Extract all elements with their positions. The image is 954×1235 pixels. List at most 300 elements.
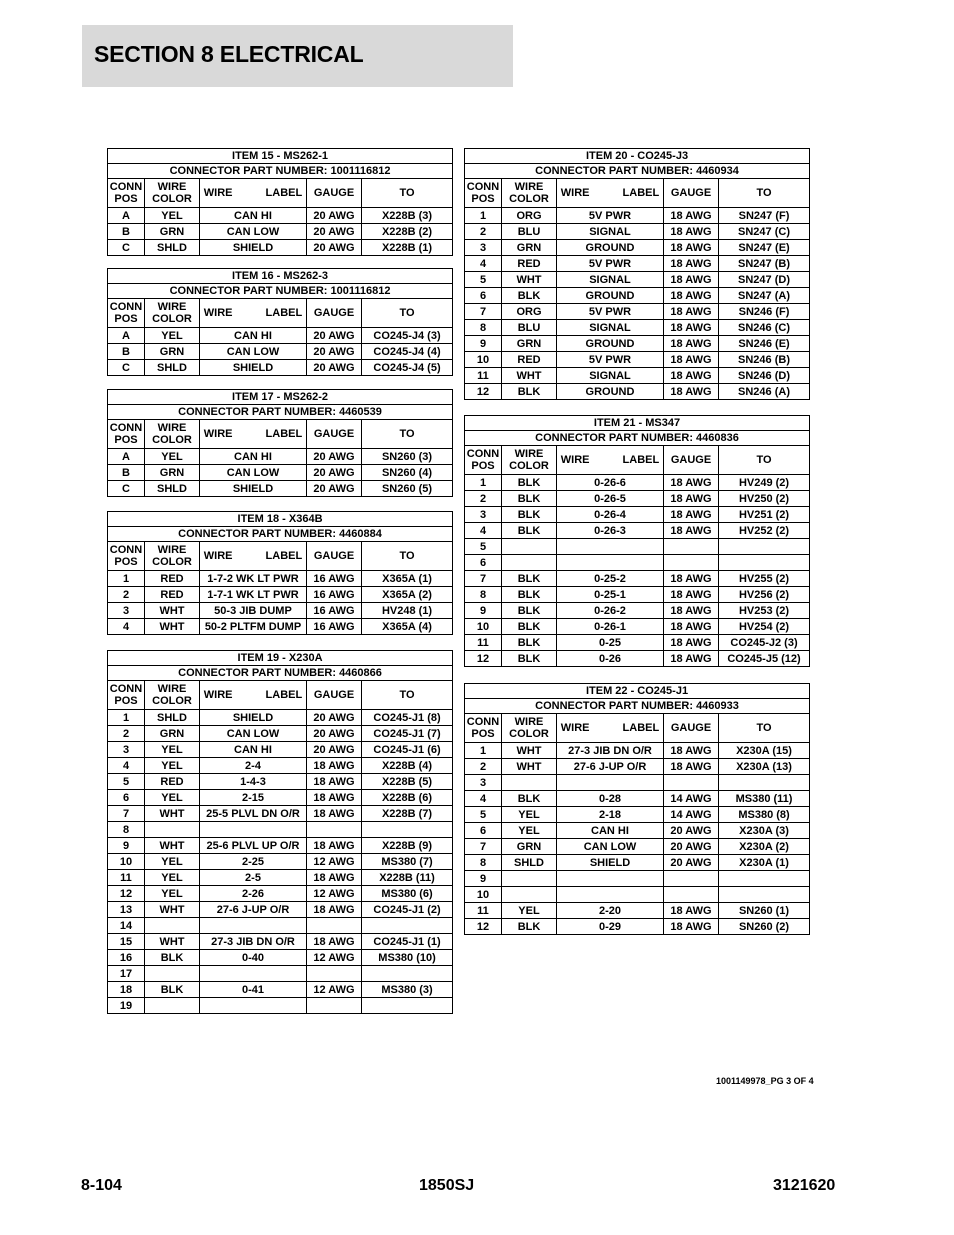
cell-wire-label: 0-25 (557, 635, 664, 651)
table-row (108, 619, 453, 635)
cell-wire-label: CAN LOW (200, 224, 307, 240)
cell-gauge: 12 AWG (307, 886, 362, 902)
cell-conn-pos: 18 (108, 982, 145, 998)
cell-conn-pos: 1 (108, 571, 145, 587)
column-header-wire-label: WIRE LABEL (557, 179, 664, 208)
cell-wire-color: GRN (502, 240, 557, 256)
cell-wire-color: YEL (145, 870, 200, 886)
cell-wire-label: 2-25 (200, 854, 307, 870)
cell-wire-color: BLK (502, 523, 557, 539)
table-row (108, 481, 453, 497)
cell-wire-color: BLK (502, 651, 557, 667)
cell-to: X230A (2) (719, 839, 810, 855)
table-row (108, 934, 453, 950)
column-header-to: TO (719, 446, 810, 475)
cell-gauge: 20 AWG (307, 224, 362, 240)
column-header-gauge: GAUGE (307, 299, 362, 328)
cell-conn-pos: C (108, 481, 145, 497)
table-row (108, 224, 453, 240)
column-header-wire-label: WIRE LABEL (200, 681, 307, 710)
cell-to (362, 998, 453, 1014)
table-row (108, 966, 453, 982)
cell-wire-color: YEL (145, 328, 200, 344)
cell-conn-pos: 11 (465, 903, 502, 919)
cell-conn-pos: 5 (465, 807, 502, 823)
cell-to (719, 887, 810, 903)
cell-gauge: 14 AWG (664, 807, 719, 823)
cell-wire-color (145, 998, 200, 1014)
cell-wire-color: GRN (145, 726, 200, 742)
table-row (108, 918, 453, 934)
cell-wire-color: RED (145, 774, 200, 790)
table-row (108, 854, 453, 870)
cell-wire-label: 1-4-3 (200, 774, 307, 790)
cell-gauge: 20 AWG (307, 328, 362, 344)
cell-wire-label (200, 822, 307, 838)
cell-to: CO245-J5 (12) (719, 651, 810, 667)
table-row (465, 336, 810, 352)
cell-to: X365A (4) (362, 619, 453, 635)
cell-to: X230A (3) (719, 823, 810, 839)
cell-conn-pos: 12 (465, 384, 502, 400)
cell-wire-label: 25-5 PLVL DN O/R (200, 806, 307, 822)
cell-conn-pos: A (108, 449, 145, 465)
column-header-gauge: GAUGE (307, 420, 362, 449)
cell-wire-color: ORG (502, 208, 557, 224)
column-header-row (108, 542, 453, 571)
cell-conn-pos: 3 (108, 603, 145, 619)
table-row (108, 870, 453, 886)
table-row (465, 887, 810, 903)
cell-wire-label: 2-15 (200, 790, 307, 806)
cell-to: HV251 (2) (719, 507, 810, 523)
connector-table (107, 389, 453, 497)
cell-wire-color: SHLD (145, 481, 200, 497)
cell-gauge (307, 918, 362, 934)
cell-wire-label: GROUND (557, 336, 664, 352)
cell-wire-label: 2-26 (200, 886, 307, 902)
cell-wire-label: 27-6 J-UP O/R (200, 902, 307, 918)
cell-wire-label: 5V PWR (557, 256, 664, 272)
cell-to: SN247 (C) (719, 224, 810, 240)
cell-to: SN247 (F) (719, 208, 810, 224)
table-row (465, 304, 810, 320)
column-header-conn-pos: CONN POS (465, 179, 502, 208)
cell-wire-color: SHLD (145, 710, 200, 726)
cell-to: HV250 (2) (719, 491, 810, 507)
cell-to: CO245-J1 (7) (362, 726, 453, 742)
cell-wire-label: SHIELD (200, 710, 307, 726)
connector-part-number: CONNECTOR PART NUMBER: 4460836 (465, 431, 810, 446)
cell-gauge: 12 AWG (307, 854, 362, 870)
cell-gauge: 16 AWG (307, 603, 362, 619)
column-header-conn-pos: CONN POS (108, 681, 145, 710)
cell-wire-color (502, 871, 557, 887)
cell-wire-color: YEL (145, 449, 200, 465)
footer-model: 1850SJ (419, 1177, 475, 1194)
cell-conn-pos: 1 (465, 743, 502, 759)
cell-conn-pos: A (108, 328, 145, 344)
table-row (108, 208, 453, 224)
table-row (465, 603, 810, 619)
cell-gauge: 18 AWG (664, 304, 719, 320)
cell-gauge: 18 AWG (307, 758, 362, 774)
cell-wire-color: BLK (502, 619, 557, 635)
column-header-to: TO (362, 420, 453, 449)
cell-to: SN260 (1) (719, 903, 810, 919)
cell-wire-label (557, 887, 664, 903)
cell-conn-pos: 12 (108, 886, 145, 902)
table-row (465, 839, 810, 855)
cell-gauge: 18 AWG (664, 587, 719, 603)
cell-wire-color: RED (502, 256, 557, 272)
cell-gauge: 16 AWG (307, 587, 362, 603)
cell-wire-color: SHLD (145, 360, 200, 376)
cell-conn-pos: B (108, 344, 145, 360)
cell-gauge: 16 AWG (307, 571, 362, 587)
cell-gauge (664, 775, 719, 791)
cell-to: MS380 (7) (362, 854, 453, 870)
cell-to: MS380 (8) (719, 807, 810, 823)
cell-gauge: 18 AWG (664, 571, 719, 587)
table-row (465, 587, 810, 603)
cell-to: X230A (15) (719, 743, 810, 759)
table-row (465, 272, 810, 288)
cell-gauge: 18 AWG (664, 603, 719, 619)
table-row (465, 635, 810, 651)
cell-wire-color: ORG (502, 304, 557, 320)
cell-conn-pos: 1 (465, 475, 502, 491)
table-row (465, 352, 810, 368)
column-header-row (108, 299, 453, 328)
cell-to: HV248 (1) (362, 603, 453, 619)
cell-to: X228B (2) (362, 224, 453, 240)
cell-wire-label: SHIELD (200, 360, 307, 376)
cell-wire-color: BLK (502, 475, 557, 491)
table-row (465, 791, 810, 807)
cell-wire-color: BLK (502, 791, 557, 807)
cell-to: MS380 (6) (362, 886, 453, 902)
cell-gauge: 20 AWG (307, 481, 362, 497)
cell-wire-label: 2-5 (200, 870, 307, 886)
cell-to: MS380 (11) (719, 791, 810, 807)
column-header-row (465, 714, 810, 743)
cell-gauge: 18 AWG (307, 934, 362, 950)
table-row (465, 855, 810, 871)
cell-conn-pos: 8 (465, 320, 502, 336)
cell-to: CO245-J1 (2) (362, 902, 453, 918)
cell-to: SN246 (D) (719, 368, 810, 384)
cell-wire-label (557, 555, 664, 571)
connector-table (464, 148, 810, 400)
cell-wire-color: YEL (502, 903, 557, 919)
cell-gauge: 16 AWG (307, 619, 362, 635)
cell-gauge: 20 AWG (307, 465, 362, 481)
cell-to: SN260 (3) (362, 449, 453, 465)
column-header-row (465, 446, 810, 475)
cell-to: SN260 (5) (362, 481, 453, 497)
column-header-wire-label: WIRE LABEL (557, 714, 664, 743)
cell-conn-pos: 1 (108, 710, 145, 726)
cell-wire-color: WHT (502, 272, 557, 288)
cell-gauge: 18 AWG (664, 256, 719, 272)
connector-table (107, 268, 453, 376)
table-row (465, 507, 810, 523)
cell-conn-pos: 9 (465, 336, 502, 352)
column-header-conn-pos: CONN POS (108, 542, 145, 571)
cell-wire-label: 0-29 (557, 919, 664, 935)
cell-wire-label: SIGNAL (557, 320, 664, 336)
column-header-gauge: GAUGE (307, 542, 362, 571)
table-row (108, 886, 453, 902)
cell-conn-pos: 1 (465, 208, 502, 224)
table-row (465, 775, 810, 791)
table-title: ITEM 22 - CO245-J1 (465, 684, 810, 699)
cell-gauge (664, 539, 719, 555)
cell-wire-color: BLK (145, 982, 200, 998)
table-row (108, 344, 453, 360)
cell-wire-label: CAN HI (200, 208, 307, 224)
cell-wire-label: CAN HI (200, 449, 307, 465)
column-header-gauge: GAUGE (664, 179, 719, 208)
cell-wire-color: GRN (502, 839, 557, 855)
cell-wire-label: 0-26-6 (557, 475, 664, 491)
cell-wire-label: SIGNAL (557, 272, 664, 288)
cell-gauge: 18 AWG (664, 919, 719, 935)
cell-wire-color: WHT (145, 806, 200, 822)
column-header-row (108, 681, 453, 710)
cell-to: SN246 (C) (719, 320, 810, 336)
cell-wire-color: YEL (502, 807, 557, 823)
cell-wire-color: BLK (502, 571, 557, 587)
column-header-to: TO (362, 542, 453, 571)
cell-to (719, 555, 810, 571)
cell-wire-label: GROUND (557, 288, 664, 304)
table-row (465, 807, 810, 823)
cell-wire-label: 0-26-4 (557, 507, 664, 523)
column-header-gauge: GAUGE (307, 681, 362, 710)
cell-wire-label: GROUND (557, 384, 664, 400)
cell-conn-pos: 7 (108, 806, 145, 822)
cell-conn-pos: 2 (465, 491, 502, 507)
cell-gauge: 14 AWG (664, 791, 719, 807)
cell-wire-color: GRN (502, 336, 557, 352)
column-header-wire-color: WIRE COLOR (145, 681, 200, 710)
cell-wire-color (502, 775, 557, 791)
cell-wire-label: 0-26-5 (557, 491, 664, 507)
cell-gauge: 18 AWG (664, 475, 719, 491)
cell-to: X228B (3) (362, 208, 453, 224)
cell-wire-color: BLK (502, 288, 557, 304)
cell-to: X228B (5) (362, 774, 453, 790)
cell-conn-pos: 4 (465, 791, 502, 807)
cell-conn-pos: 7 (465, 839, 502, 855)
table-row (465, 368, 810, 384)
cell-wire-color: RED (502, 352, 557, 368)
cell-gauge: 18 AWG (664, 507, 719, 523)
cell-conn-pos: 12 (465, 651, 502, 667)
cell-wire-color: SHLD (502, 855, 557, 871)
cell-to: X365A (2) (362, 587, 453, 603)
cell-wire-color: BLU (502, 320, 557, 336)
cell-gauge (307, 966, 362, 982)
cell-gauge: 20 AWG (307, 449, 362, 465)
table-row (465, 224, 810, 240)
table-row (108, 726, 453, 742)
cell-wire-label: CAN HI (200, 742, 307, 758)
cell-gauge: 20 AWG (307, 710, 362, 726)
cell-to (719, 871, 810, 887)
cell-conn-pos: 4 (108, 619, 145, 635)
cell-wire-label: CAN LOW (200, 344, 307, 360)
cell-conn-pos: 12 (465, 919, 502, 935)
cell-wire-label: 0-26-2 (557, 603, 664, 619)
connector-part-number: CONNECTOR PART NUMBER: 4460933 (465, 699, 810, 714)
table-row (108, 806, 453, 822)
connector-table (464, 683, 810, 935)
column-header-gauge: GAUGE (307, 179, 362, 208)
cell-wire-color: RED (145, 587, 200, 603)
cell-wire-color: BLK (502, 587, 557, 603)
cell-conn-pos: 11 (465, 635, 502, 651)
cell-to: HV256 (2) (719, 587, 810, 603)
cell-to (719, 775, 810, 791)
cell-conn-pos: 9 (108, 838, 145, 854)
table-row (465, 903, 810, 919)
table-row (108, 240, 453, 256)
cell-conn-pos: 10 (465, 887, 502, 903)
cell-conn-pos: 6 (465, 288, 502, 304)
cell-gauge: 18 AWG (664, 651, 719, 667)
cell-gauge: 18 AWG (664, 384, 719, 400)
cell-wire-label (557, 539, 664, 555)
cell-conn-pos: 11 (108, 870, 145, 886)
cell-conn-pos: 16 (108, 950, 145, 966)
column-header-to: TO (362, 299, 453, 328)
cell-conn-pos: B (108, 224, 145, 240)
column-header-gauge: GAUGE (664, 714, 719, 743)
cell-conn-pos: 10 (465, 352, 502, 368)
table-row (108, 571, 453, 587)
column-header-conn-pos: CONN POS (108, 179, 145, 208)
cell-conn-pos: 7 (465, 304, 502, 320)
cell-gauge: 20 AWG (307, 726, 362, 742)
cell-wire-color: BLK (502, 384, 557, 400)
column-header-row (108, 179, 453, 208)
cell-conn-pos: 19 (108, 998, 145, 1014)
cell-wire-label: 5V PWR (557, 304, 664, 320)
cell-conn-pos: 17 (108, 966, 145, 982)
cell-gauge: 18 AWG (664, 743, 719, 759)
table-row (465, 555, 810, 571)
cell-wire-label: 2-18 (557, 807, 664, 823)
cell-gauge: 18 AWG (664, 240, 719, 256)
column-header-wire-color: WIRE COLOR (502, 179, 557, 208)
cell-gauge: 18 AWG (664, 352, 719, 368)
document-id: 1001149978_PG 3 OF 4 (716, 1076, 814, 1086)
cell-conn-pos: 3 (108, 742, 145, 758)
cell-wire-label: 50-2 PLTFM DUMP (200, 619, 307, 635)
cell-wire-color: WHT (145, 619, 200, 635)
cell-gauge: 18 AWG (664, 336, 719, 352)
cell-wire-color: GRN (145, 224, 200, 240)
table-row (465, 491, 810, 507)
table-row (108, 742, 453, 758)
cell-gauge: 20 AWG (664, 839, 719, 855)
column-header-conn-pos: CONN POS (465, 446, 502, 475)
cell-conn-pos: 4 (465, 523, 502, 539)
table-row (108, 587, 453, 603)
table-row (465, 523, 810, 539)
cell-gauge: 20 AWG (307, 240, 362, 256)
cell-conn-pos: 4 (465, 256, 502, 272)
cell-conn-pos: 8 (465, 855, 502, 871)
table-row (108, 998, 453, 1014)
cell-conn-pos: 2 (465, 759, 502, 775)
connector-part-number: CONNECTOR PART NUMBER: 4460866 (108, 666, 453, 681)
cell-to: CO245-J1 (8) (362, 710, 453, 726)
cell-wire-label (200, 998, 307, 1014)
cell-gauge: 18 AWG (307, 870, 362, 886)
column-header-conn-pos: CONN POS (108, 420, 145, 449)
column-header-row (108, 420, 453, 449)
cell-to: SN246 (A) (719, 384, 810, 400)
cell-to: HV255 (2) (719, 571, 810, 587)
cell-conn-pos: 5 (465, 539, 502, 555)
table-row (465, 759, 810, 775)
cell-gauge: 20 AWG (307, 360, 362, 376)
connector-part-number: CONNECTOR PART NUMBER: 4460539 (108, 405, 453, 420)
cell-gauge: 18 AWG (664, 491, 719, 507)
cell-wire-color (145, 918, 200, 934)
cell-conn-pos: 8 (108, 822, 145, 838)
cell-gauge: 18 AWG (664, 208, 719, 224)
cell-wire-label: 1-7-1 WK LT PWR (200, 587, 307, 603)
column-header-wire-label: WIRE LABEL (200, 179, 307, 208)
cell-gauge: 20 AWG (664, 855, 719, 871)
cell-gauge (664, 555, 719, 571)
cell-wire-label: 5V PWR (557, 208, 664, 224)
cell-wire-color: YEL (145, 854, 200, 870)
cell-wire-label: 0-26 (557, 651, 664, 667)
cell-conn-pos: 6 (465, 555, 502, 571)
cell-wire-color (145, 966, 200, 982)
table-row (465, 571, 810, 587)
cell-gauge: 18 AWG (664, 288, 719, 304)
cell-to: X228B (11) (362, 870, 453, 886)
table-row (465, 619, 810, 635)
cell-conn-pos: 6 (108, 790, 145, 806)
connector-part-number: CONNECTOR PART NUMBER: 4460934 (465, 164, 810, 179)
cell-conn-pos: 7 (465, 571, 502, 587)
cell-gauge: 18 AWG (664, 368, 719, 384)
cell-gauge: 18 AWG (664, 320, 719, 336)
cell-wire-color: WHT (502, 743, 557, 759)
column-header-wire-label: WIRE LABEL (557, 446, 664, 475)
cell-wire-color: WHT (145, 838, 200, 854)
cell-gauge: 18 AWG (307, 790, 362, 806)
cell-to: HV254 (2) (719, 619, 810, 635)
cell-to: HV249 (2) (719, 475, 810, 491)
cell-wire-color: YEL (145, 790, 200, 806)
table-row (465, 743, 810, 759)
table-row (108, 950, 453, 966)
cell-wire-color: BLK (502, 919, 557, 935)
cell-wire-label: 0-40 (200, 950, 307, 966)
column-header-wire-color: WIRE COLOR (502, 446, 557, 475)
cell-wire-color: WHT (502, 368, 557, 384)
cell-gauge: 20 AWG (307, 344, 362, 360)
